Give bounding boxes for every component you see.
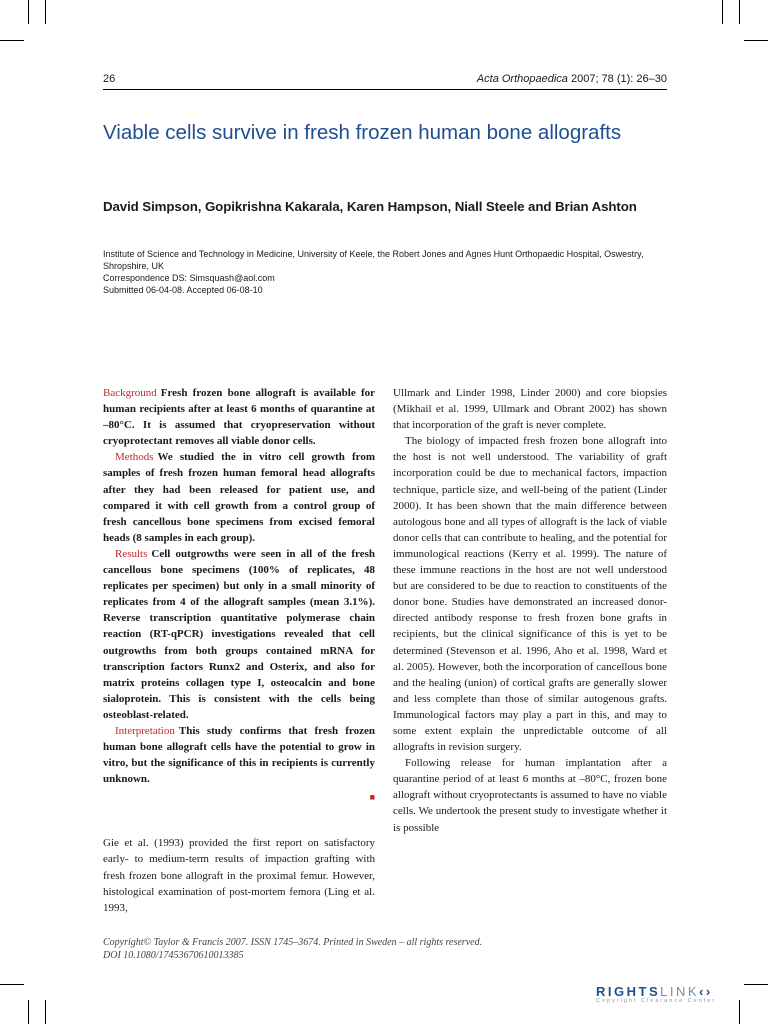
- section-label: Methods: [115, 451, 154, 464]
- institute: Institute of Science and Technology in Medicine, University of Keele, the Robert Jones and Agnes Hunt Orthopaedic Hospital, Oswestry, Shropshire, UK: [103, 249, 644, 271]
- body-paragraph: Ullmark and Linder 1998, Linder 2000) and core biopsies (Mikhail et al. 1999, Ullmark and Obrant 2002) has shown that incorporation of the graft is never complete.: [393, 387, 667, 432]
- abstract-interpretation: Interpretation This study confirms that fresh frozen human bone allograft cells have the potential to grow in vitro, but the significance of this in recipients is currently unknown.: [103, 724, 375, 786]
- journal-citation: [477, 73, 667, 85]
- article-title: Viable cells survive in fresh frozen human bone allografts: [103, 121, 622, 144]
- running-header: [103, 73, 667, 90]
- citation-details: 2007; 78 (1): 26–30: [567, 73, 667, 85]
- abstract: [103, 385, 375, 805]
- end-square-icon: ■: [369, 792, 375, 803]
- body-paragraph: Following release for human implantation after a quarantine period of at least 6 months at –80°C, frozen bone allograft without cryoprotectants is assumed to have no viable cells. We undertook the present study to investigate whether it is possible: [393, 757, 667, 834]
- section-label: Interpretation: [115, 724, 175, 737]
- left-column: [103, 385, 375, 916]
- rightslink-logo[interactable]: [596, 984, 756, 1010]
- section-label: Background: [103, 387, 157, 399]
- intro-paragraph: Gie et al. (1993) provided the first report on satisfactory early- to medium-term results of impaction grafting with fresh frozen bone allograft in the proximal femur. However, histological examination of post-mortem femora (Ling et al. 1993,: [103, 837, 375, 914]
- submission-dates: Submitted 06-04-08. Accepted 06-08-10: [103, 285, 263, 295]
- rightslink-tagline: Copyright Clearance Center: [596, 998, 717, 1004]
- abstract-methods: Methods We studied the in vitro cell growth from samples of fresh frozen human femoral head allografts after they had been released for patient use, and compared it with cell growth from a control group of fresh cancellous bone specimens from excised femoral heads (8 samples in each group).: [103, 451, 375, 544]
- arrows-icon: ‹›: [699, 984, 713, 999]
- journal-name: Acta Orthopaedica: [476, 73, 568, 85]
- correspondence: Correspondence DS: Simsquash@aol.com: [103, 273, 275, 283]
- author-list: David Simpson, Gopikrishna Kakarala, Karen Hampson, Niall Steele and Brian Ashton: [103, 199, 637, 214]
- doi-line: DOI 10.1080/17453670610013385: [103, 950, 244, 961]
- affiliation-block: [103, 248, 668, 296]
- rightslink-wordmark: RIGHTSLINK‹›: [596, 984, 713, 999]
- abstract-background: Background Fresh frozen bone allograft is available for human recipients after at least 6 months of quarantine at –80°C. It is assumed that cryopreservation without cryoprotectant removes all viable donor cells.: [103, 387, 375, 448]
- copyright-line: Copyright© Taylor & Francis 2007. ISSN 1745–3674. Printed in Sweden – all rights reserved.: [103, 937, 483, 948]
- right-column: [393, 385, 667, 836]
- page-number: 26: [103, 73, 116, 85]
- footer: [103, 936, 603, 962]
- body-paragraph: The biology of impacted fresh frozen bone allograft into the host is not well understood. The variability of graft incorporation could be due to mechanical factors, impaction technique, particle size, and well-being of the patient (Linder 2000). It has been shown that the main difference between autologous bone and all types of allograft is the lack of viable donor cells that can contribute to healing, and the potential for immunological reactions (Kerry et al. 1999). The nature of these immune reactions in the host are not well understood but are considered to be due to reaction to constituents of the donor bone. Studies have demonstrated an increased donor-directed antibody response to fresh frozen bone grafts in recipients, but the clinical significance of this is yet to be determined (Stevenson et al. 1996, Aho et al. 1998, Ward et al. 2005). However, both the incorporation of cancellous bone and the healing (union) of cortical grafts are generally slower and less complete than those of similar autogenous grafts. Immunological factors may play a part in this, and may to some extent explain the unpredictable outcome of all allografts in revision surgery.: [393, 435, 667, 754]
- abstract-results: Results Cell outgrowths were seen in all of the fresh cancellous bone specimens (100% of replicates, 48 replicates per specimen) but only in a small minority of replicates from 4 of the allograft samples (mean 3.1%). Reverse transcription quantitative polymerase chain reaction (RT-qPCR) investigations revealed that cell outgrowths from both groups contained mRNA for transcription factors Runx2 and Osterix, and also for matrix proteins collagen type I, osteocalcin and bone sialoprotein. This is consistent with the cells being osteoblast-related.: [103, 547, 375, 721]
- section-label: Results: [115, 547, 148, 560]
